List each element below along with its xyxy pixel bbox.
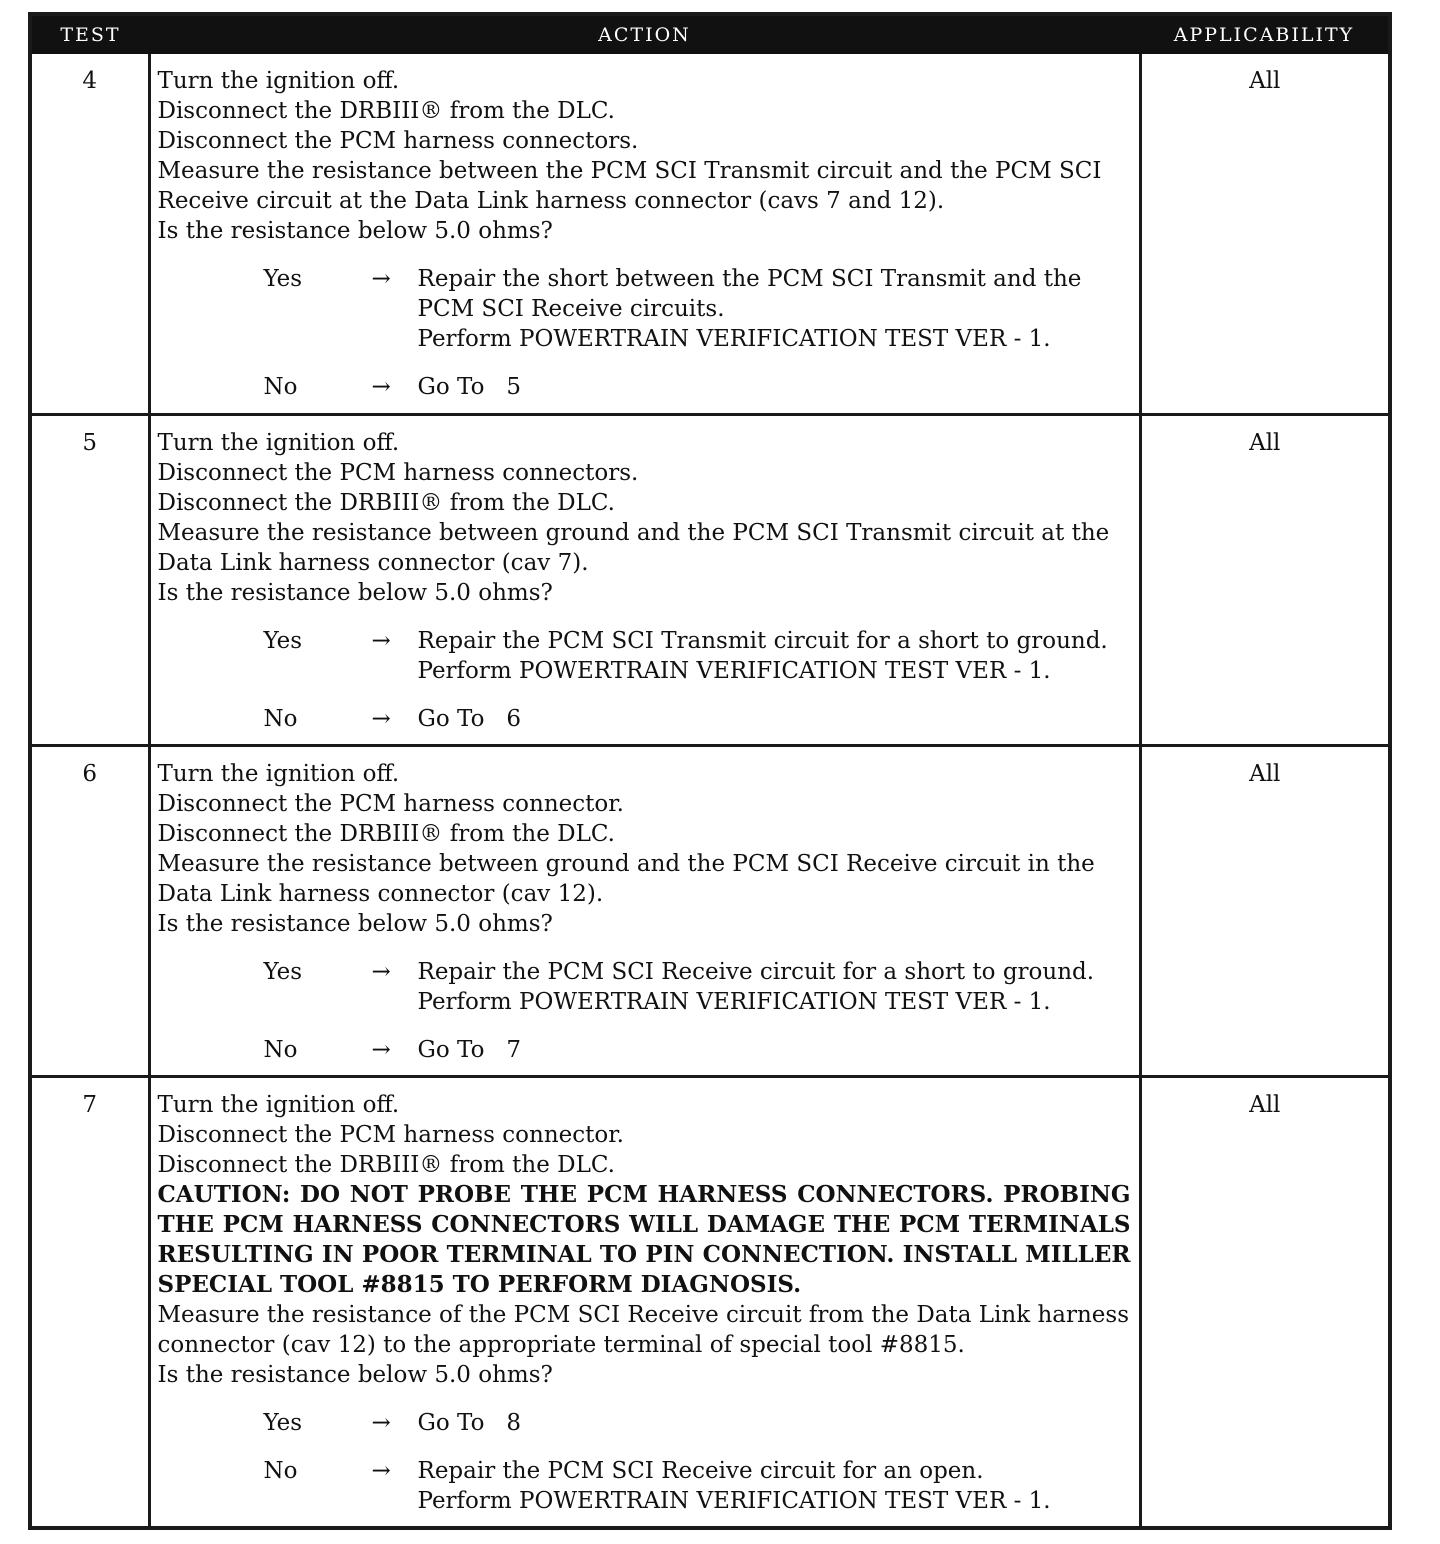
no-label: No bbox=[263, 1457, 298, 1484]
action-question: Is the resistance below 5.0 ohms? bbox=[157, 579, 553, 606]
caution-warning: CAUTION: DO NOT PROBE THE PCM HARNESS CONNECTORS. PROBING THE PCM HARNESS CONNECTORS WILL DAMAGE THE PCM TERMINALS RESULTING IN POOR TERMINAL TO PIN CONNECTION. INSTALL MILLER SPECIAL TOOL #8815 TO PERFORM DIAGNOSIS. bbox=[157, 1180, 1131, 1298]
answer-text: Repair the short between the PCM SCI Transmit and the PCM SCI Receive circuits. bbox=[417, 266, 1082, 322]
goto-text: Go To 5 bbox=[417, 374, 521, 400]
action-step: Measure the resistance between the PCM SCI Transmit circuit and the PCM SCI Receive circuit at the Data Link harness connector (cavs 7 and 12). bbox=[157, 158, 1102, 214]
action-step: Disconnect the DRBIII® from the DLC. bbox=[157, 489, 615, 516]
right-arrow-icon: → bbox=[371, 1409, 391, 1436]
answer-text: Repair the PCM SCI Receive circuit for a short to ground. bbox=[417, 958, 1095, 985]
action-question: Is the resistance below 5.0 ohms? bbox=[157, 1361, 553, 1388]
diagnostic-procedure-table bbox=[28, 12, 1392, 1530]
applicability-cell: All bbox=[1249, 1091, 1281, 1118]
no-label: No bbox=[263, 374, 298, 400]
right-arrow-icon: → bbox=[371, 1457, 391, 1484]
applicability-cell: All bbox=[1140, 54, 1388, 414]
right-arrow-icon: → bbox=[371, 627, 391, 654]
test-number: 5 bbox=[32, 414, 149, 745]
action-step: Measure the resistance between ground and the PCM SCI Receive circuit in the Data Link harness connector (cav 12). bbox=[157, 850, 1095, 907]
action-cell bbox=[149, 745, 1140, 1076]
action-step: Disconnect the PCM harness connectors. bbox=[157, 128, 639, 154]
goto-text: Go To 7 bbox=[417, 1036, 521, 1063]
action-step: Turn the ignition off. bbox=[157, 1091, 400, 1118]
action-cell bbox=[149, 1076, 1140, 1526]
goto-text: Go To 8 bbox=[417, 1409, 521, 1436]
answer-block bbox=[158, 626, 1131, 734]
answer-text: Perform POWERTRAIN VERIFICATION TEST VER - 1. bbox=[417, 988, 1051, 1015]
test-row-7 bbox=[32, 1076, 1388, 1526]
header-applicability: APPLICABILITY bbox=[1140, 16, 1388, 54]
right-arrow-icon: → bbox=[371, 266, 391, 292]
answer-no bbox=[158, 372, 1131, 402]
answer-no bbox=[158, 1035, 1131, 1065]
no-label: No bbox=[263, 705, 298, 732]
action-step: Measure the resistance of the PCM SCI Receive circuit from the Data Link harness connector (cav 12) to the appropriate terminal of special tool #8815. bbox=[157, 1301, 1130, 1358]
action-question: Is the resistance below 5.0 ohms? bbox=[157, 218, 553, 244]
answer-yes bbox=[158, 1408, 1131, 1438]
test-row-4 bbox=[32, 54, 1388, 414]
yes-label: Yes bbox=[263, 1409, 303, 1436]
answer-yes bbox=[158, 626, 1131, 686]
procedure-table bbox=[32, 16, 1388, 1526]
answer-block bbox=[158, 264, 1131, 402]
yes-label: Yes bbox=[263, 958, 303, 985]
right-arrow-icon: → bbox=[371, 958, 391, 985]
action-cell bbox=[149, 414, 1140, 745]
action-step: Turn the ignition off. bbox=[157, 68, 400, 94]
answer-text: Perform POWERTRAIN VERIFICATION TEST VER - 1. bbox=[417, 326, 1051, 352]
action-question: Is the resistance below 5.0 ohms? bbox=[157, 910, 553, 937]
table-header-row bbox=[32, 16, 1388, 54]
action-step: Turn the ignition off. bbox=[157, 760, 400, 787]
answer-no bbox=[158, 1456, 1131, 1516]
action-step: Disconnect the DRBIII® from the DLC. bbox=[157, 98, 615, 124]
test-number: 6 bbox=[32, 745, 149, 1076]
right-arrow-icon: → bbox=[371, 705, 391, 732]
test-row-5 bbox=[32, 414, 1388, 745]
answer-block bbox=[158, 1408, 1131, 1516]
header-action: ACTION bbox=[149, 16, 1140, 54]
action-step: Turn the ignition off. bbox=[157, 429, 400, 456]
answer-text: Perform POWERTRAIN VERIFICATION TEST VER - 1. bbox=[417, 657, 1051, 684]
header-test: TEST bbox=[32, 16, 149, 54]
action-step: Disconnect the DRBIII® from the DLC. bbox=[157, 820, 615, 847]
answer-text: Perform POWERTRAIN VERIFICATION TEST VER - 1. bbox=[417, 1487, 1051, 1514]
action-step: Disconnect the DRBIII® from the DLC. bbox=[157, 1151, 615, 1178]
right-arrow-icon: → bbox=[371, 374, 391, 400]
action-step: Disconnect the PCM harness connector. bbox=[157, 790, 624, 817]
action-step: Disconnect the PCM harness connector. bbox=[157, 1121, 624, 1148]
answer-text: Repair the PCM SCI Transmit circuit for a short to ground. bbox=[417, 627, 1108, 654]
answer-yes bbox=[158, 957, 1131, 1017]
answer-yes bbox=[158, 264, 1131, 354]
answer-block bbox=[158, 957, 1131, 1065]
no-label: No bbox=[263, 1036, 298, 1063]
test-number: 4 bbox=[32, 54, 149, 414]
answer-text: Repair the PCM SCI Receive circuit for an open. bbox=[417, 1457, 984, 1484]
goto-text: Go To 6 bbox=[417, 705, 521, 732]
action-cell bbox=[149, 54, 1140, 414]
yes-label: Yes bbox=[263, 266, 303, 292]
applicability-cell: All bbox=[1140, 414, 1388, 745]
test-number: 7 bbox=[32, 1076, 149, 1526]
right-arrow-icon: → bbox=[371, 1036, 391, 1063]
answer-no bbox=[158, 704, 1131, 734]
applicability-cell: All bbox=[1140, 745, 1388, 1076]
action-step: Disconnect the PCM harness connectors. bbox=[157, 459, 639, 486]
yes-label: Yes bbox=[263, 627, 303, 654]
test-row-6 bbox=[32, 745, 1388, 1076]
action-step: Measure the resistance between ground and the PCM SCI Transmit circuit at the Data Link harness connector (cav 7). bbox=[157, 519, 1110, 576]
